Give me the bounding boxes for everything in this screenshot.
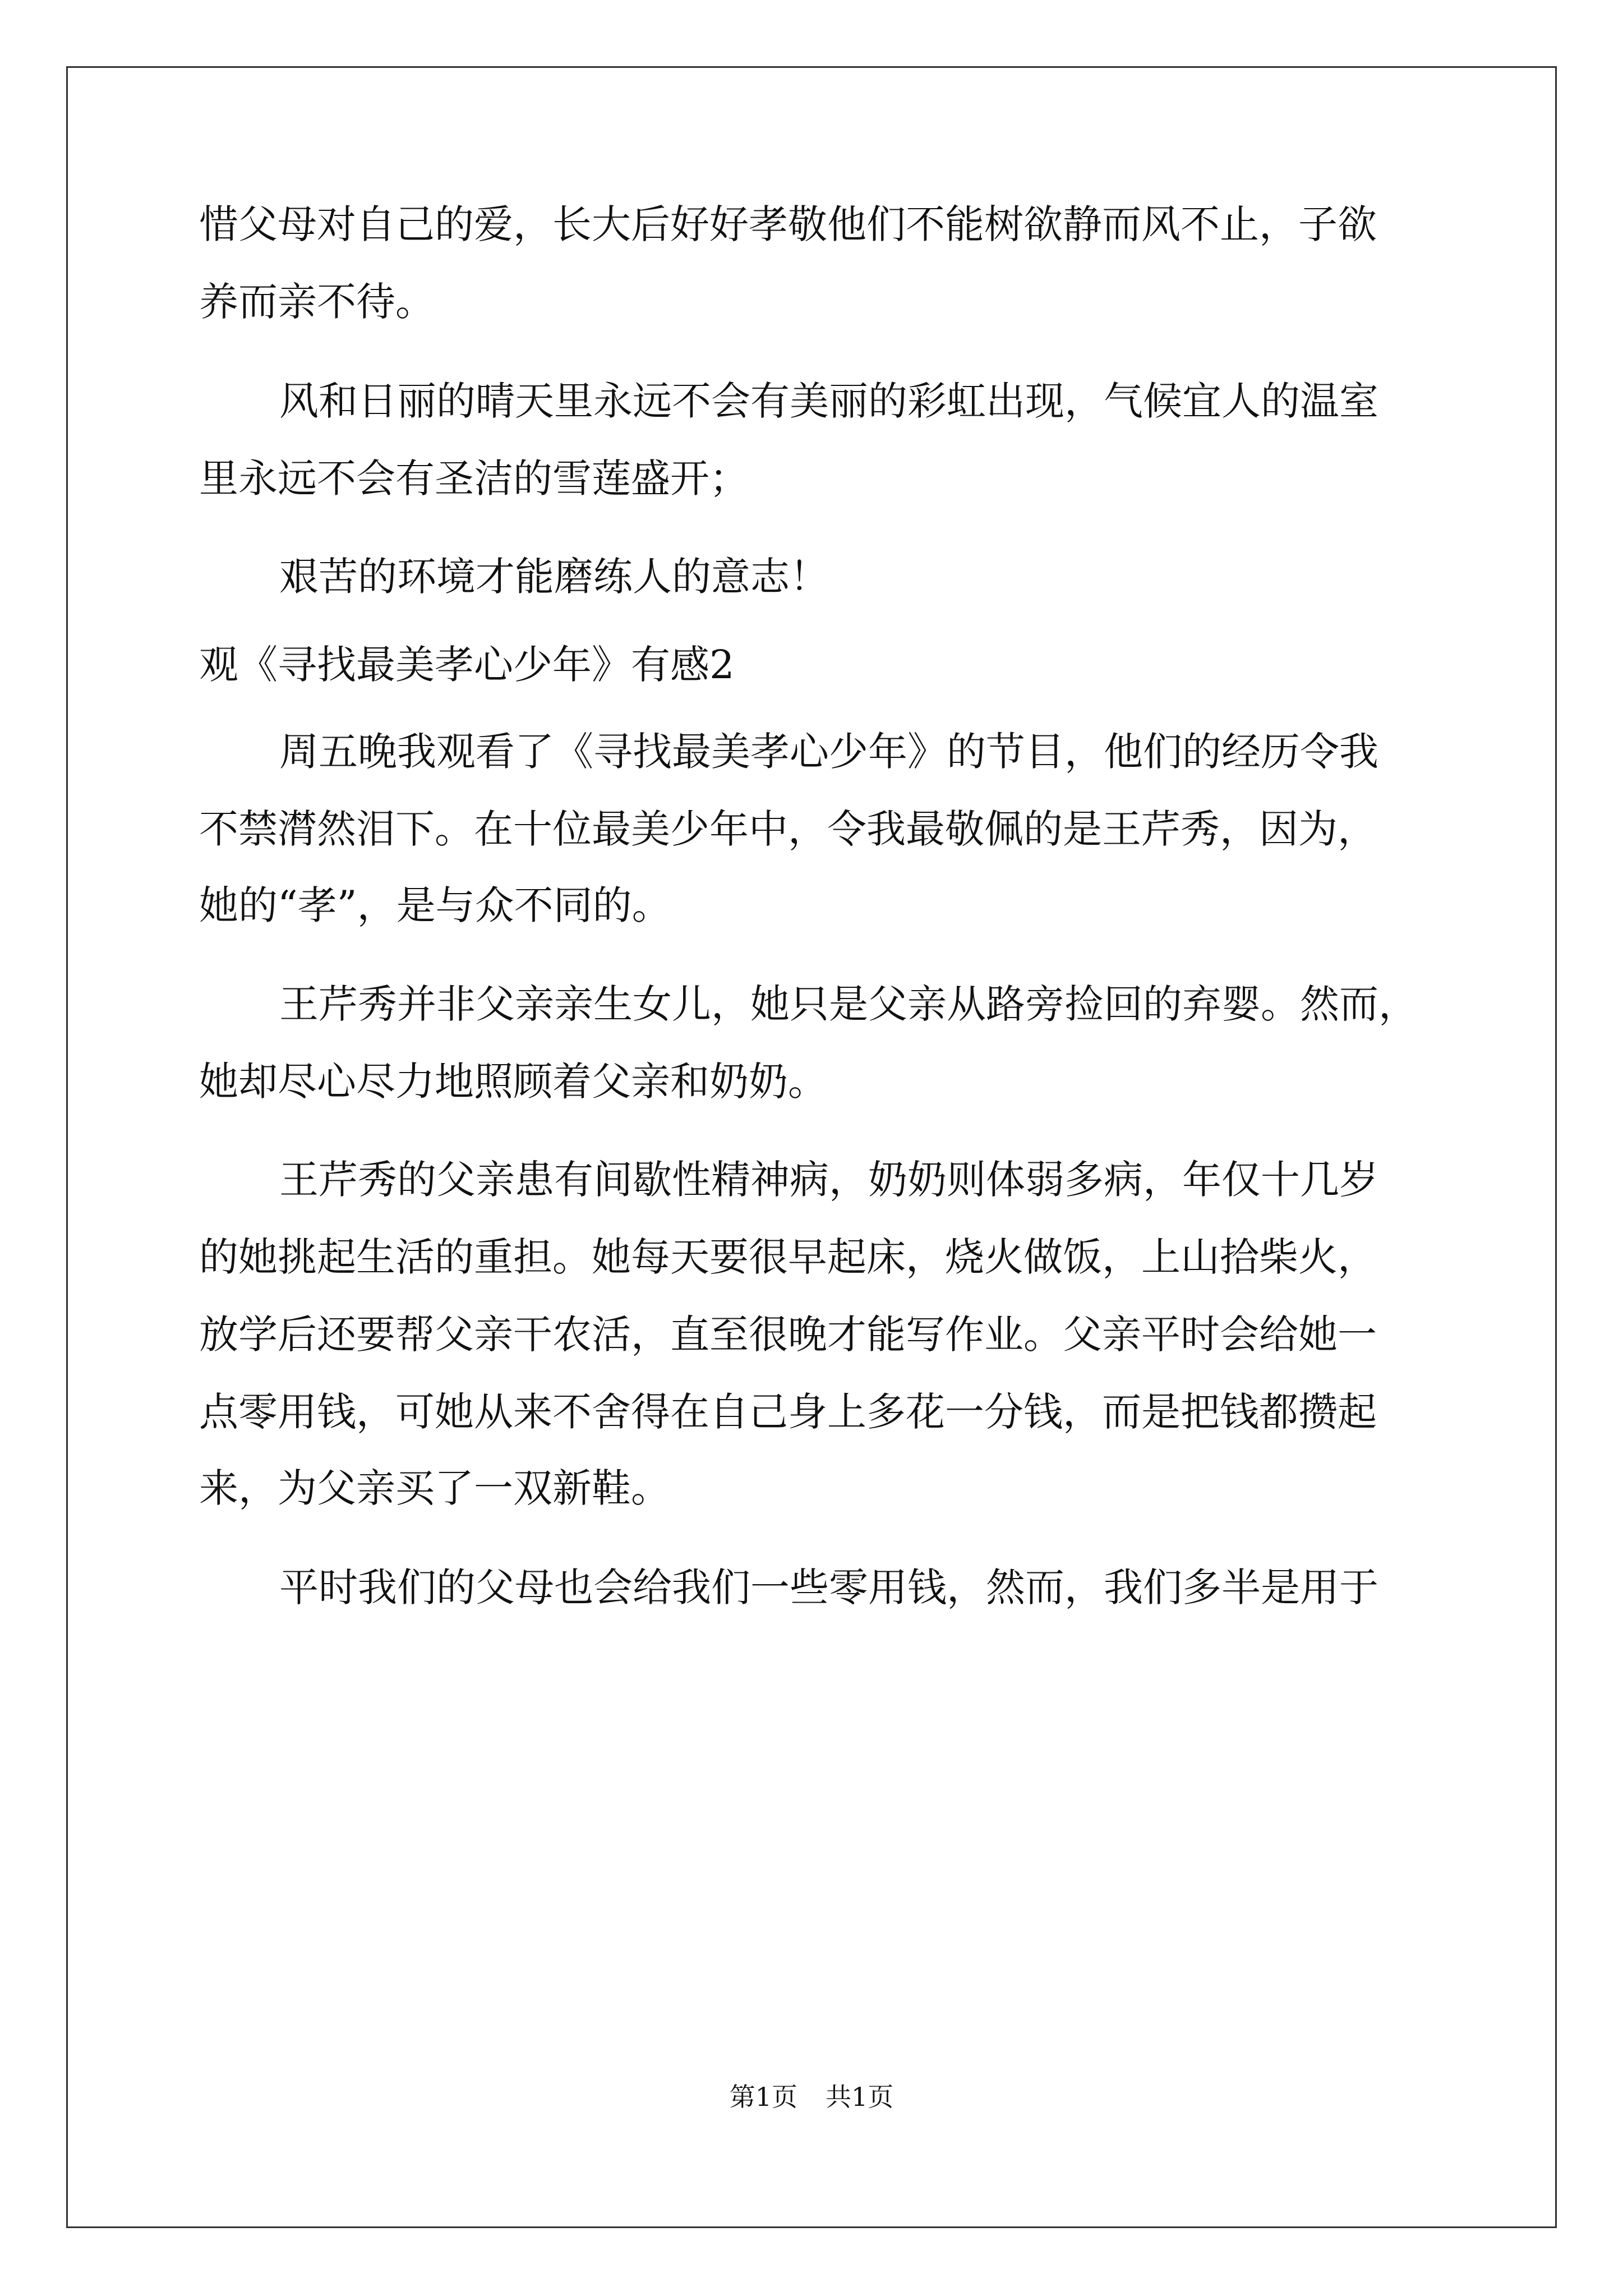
text-line: 王芹秀并非父亲亲生女儿，她只是父亲从路旁捡回的弃婴。然而， (279, 981, 1418, 1027)
text-line: 里永远不会有圣洁的雪莲盛开； (199, 455, 749, 501)
text-line: 风和日丽的晴天里永远不会有美丽的彩虹出现，气候宜人的温室 (279, 378, 1378, 424)
text-line: 平时我们的父母也会给我们一些零用钱，然而，我们多半是用于 (279, 1565, 1378, 1611)
page-footer (0, 2080, 1623, 2114)
text-line: 点零用钱，可她从来不舍得在自己身上多花一分钱，而是把钱都攒起 (199, 1389, 1377, 1435)
text-line: 来，为父亲买了一双新鞋。 (199, 1465, 670, 1511)
text-line: 她却尽心尽力地照顾着父亲和奶奶。 (199, 1059, 827, 1105)
text-line: 惜父母对自己的爱，长大后好好孝敬他们不能树欲静而风不止，子欲 (199, 201, 1377, 247)
text-line: 周五晚我观看了《寻找最美孝心少年》的节目，他们的经历令我 (279, 729, 1378, 775)
page-number: 第1页 (729, 2082, 797, 2112)
page-total: 共1页 (826, 2082, 894, 2112)
text-line: 放学后还要帮父亲干农活，直至很晚才能写作业。父亲平时会给她一 (199, 1312, 1377, 1358)
text-line: 的她挑起生活的重担。她每天要很早起床，烧火做饭，上山拾柴火， (199, 1234, 1377, 1280)
section-heading: 观《寻找最美孝心少年》有感2 (199, 642, 735, 688)
text-line: 养而亲不待。 (199, 279, 435, 325)
text-line: 不禁潸然泪下。在十位最美少年中，令我最敬佩的是王芹秀，因为， (199, 806, 1377, 852)
text-line: 艰苦的环境才能磨练人的意志！ (279, 554, 829, 600)
text-line: 王芹秀的父亲患有间歇性精神病，奶奶则体弱多病，年仅十几岁 (279, 1157, 1378, 1203)
text-line: 她的“孝”，是与众不同的。 (199, 882, 671, 928)
